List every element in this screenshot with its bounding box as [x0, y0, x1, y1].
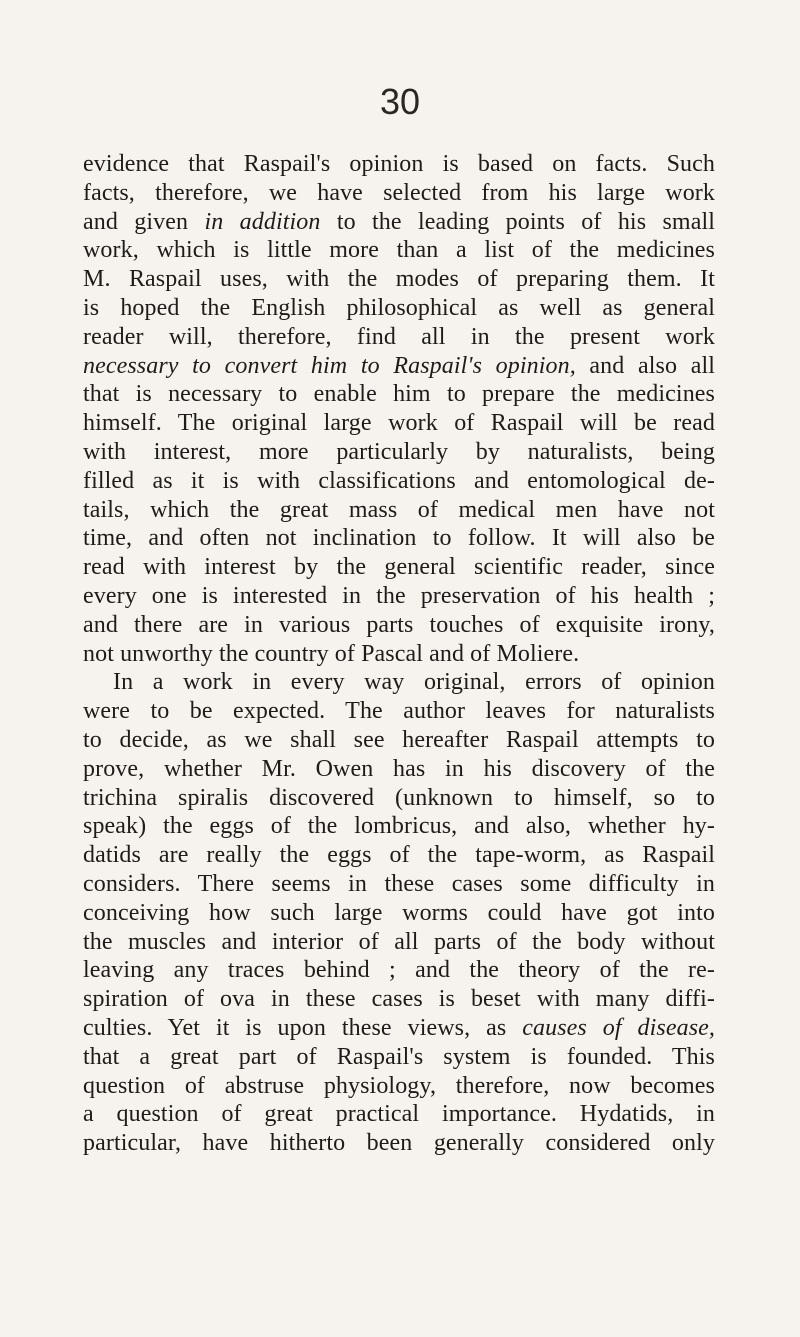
text-segment: the muscles and interior of all parts of the body without: [83, 928, 715, 955]
text-segment: evidence that Raspail's opinion is based on facts. Such: [83, 151, 715, 177]
text-segment: speak) the eggs of the lombricus, and also, whether hy-: [83, 813, 715, 840]
text-segment: were to be expected. The author leaves for naturalists: [83, 698, 715, 725]
text-segment: time, and often not inclination to follow. It will also be: [83, 525, 715, 552]
text-line: [83, 956, 715, 985]
text-line: [83, 697, 715, 726]
text-line: [83, 928, 715, 957]
text-segment: and there are in various parts touches of exquisite irony,: [83, 611, 715, 638]
italic-text: in addition: [204, 208, 321, 235]
text-line: [83, 841, 715, 870]
text-segment: tails, which the great mass of medical men have not: [83, 496, 715, 523]
text-line: [83, 265, 715, 294]
text-line: [83, 899, 715, 928]
text-segment: considers. There seems in these cases some difficulty in: [83, 870, 715, 897]
text-segment: is hoped the English philosophical as well as general: [83, 294, 715, 321]
text-line: [83, 467, 715, 496]
text-line: [83, 985, 715, 1014]
text-line: [83, 438, 715, 467]
text-segment: In a work in every way original, errors of opinion: [113, 669, 715, 696]
text-segment: facts, therefore, we have selected from his large work: [83, 179, 715, 206]
italic-text: causes of disease,: [522, 1014, 716, 1041]
text-segment: culties. Yet it is upon these views, as: [83, 1014, 523, 1041]
text-segment: prove, whether Mr. Owen has in his discovery of the: [83, 755, 715, 782]
text-line: [83, 1043, 715, 1072]
text-segment: conceiving how such large worms could have got into: [83, 899, 715, 926]
text-segment: work, which is little more than a list of the medicines: [83, 237, 715, 264]
text-line: [83, 1014, 715, 1043]
text-segment: M. Raspail uses, with the modes of preparing them. It: [83, 266, 715, 293]
text-line: [83, 582, 715, 611]
text-line: [83, 352, 715, 381]
text-segment: reader will, therefore, find all in the present work: [83, 323, 715, 350]
text-segment: with interest, more particularly by naturalists, being: [83, 438, 715, 465]
text-line: [83, 611, 715, 640]
text-segment: that is necessary to enable him to prepare the medicines: [83, 381, 715, 408]
text-segment: to the leading points of his small: [320, 208, 715, 235]
text-segment: leaving any traces behind ; and the theory of the re-: [83, 957, 715, 984]
text-line: [83, 640, 715, 669]
text-line: [83, 755, 715, 784]
text-segment: every one is interested in the preservation of his health ;: [83, 582, 715, 609]
text-segment: to decide, as we shall see hereafter Raspail attempts to: [83, 726, 715, 753]
text-line: [83, 812, 715, 841]
page-number: 30: [379, 81, 421, 122]
text-line: [83, 1100, 715, 1129]
text-segment: and also all: [575, 352, 715, 379]
text-line: [83, 726, 715, 755]
text-line: [83, 1072, 715, 1101]
text-segment: spiration of ova in these cases is beset with many diffi-: [83, 986, 715, 1013]
text-segment: and given: [83, 208, 205, 235]
text-segment: a question of great practical importance. Hydatids, in: [83, 1101, 715, 1128]
text-line: [83, 668, 715, 697]
text-line: [83, 870, 715, 899]
text-segment: himself. The original large work of Raspail will be read: [83, 410, 715, 437]
text-line: [83, 294, 715, 323]
text-segment: trichina spiralis discovered (unknown to himself, so to: [83, 784, 715, 811]
text-line: [83, 179, 715, 208]
text-segment: question of abstruse physiology, therefore, now becomes: [83, 1072, 715, 1099]
body-text: [83, 150, 715, 1158]
text-line: [83, 208, 715, 237]
text-line: [83, 323, 715, 352]
text-segment: filled as it is with classifications and entomological de-: [83, 467, 715, 494]
text-line: [83, 784, 715, 813]
text-segment: particular, have hitherto been generally considered only: [83, 1130, 715, 1157]
text-line: [83, 524, 715, 553]
text-segment: read with interest by the general scientific reader, since: [83, 554, 715, 581]
text-line: [83, 496, 715, 525]
italic-text: necessary to convert him to Raspail's opinion,: [83, 352, 576, 379]
text-segment: not unworthy the country of Pascal and of Moliere.: [83, 640, 580, 667]
text-line: [83, 553, 715, 582]
text-segment: that a great part of Raspail's system is founded. This: [83, 1043, 715, 1070]
text-line: [83, 1129, 715, 1158]
text-line: [83, 380, 715, 409]
text-line: [83, 409, 715, 438]
text-line: [83, 150, 715, 179]
text-line: [83, 236, 715, 265]
text-segment: datids are really the eggs of the tape-worm, as Raspail: [83, 842, 715, 869]
